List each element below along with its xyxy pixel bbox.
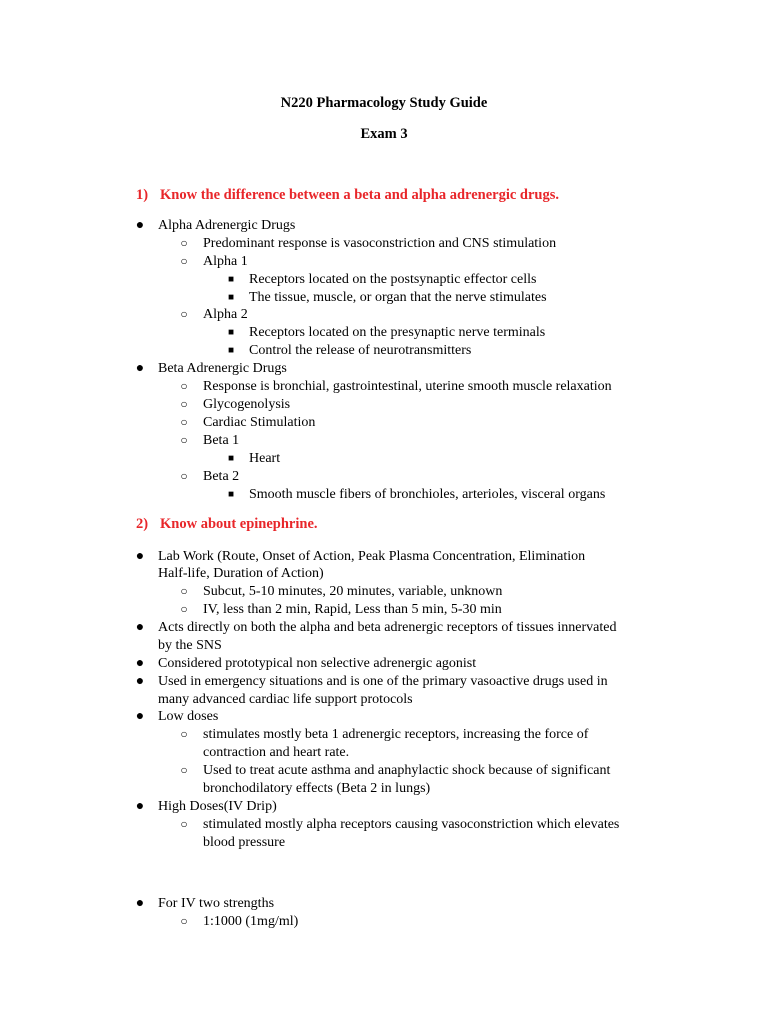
bullet-circle-icon: ○ <box>180 817 188 831</box>
bullet-circle-icon: ○ <box>180 763 188 777</box>
bullet-dot-icon: ● <box>135 674 145 689</box>
list-item: High Doses(IV Drip) <box>158 799 277 814</box>
bullet-square-icon: ■ <box>227 489 235 500</box>
bullet-square-icon: ■ <box>227 453 235 464</box>
list-item: Beta 1 <box>203 433 240 448</box>
section-heading-2 <box>136 516 318 533</box>
list-item: Considered prototypical non selective adrenergic agonist <box>158 656 477 671</box>
section-number: 2) <box>136 516 149 532</box>
list-item: IV, less than 2 min, Rapid, Less than 5 min, 5-30 min <box>203 602 502 617</box>
document-subtitle: Exam 3 <box>360 126 408 142</box>
bullet-dot-icon: ● <box>135 620 145 635</box>
list-item: Response is bronchial, gastrointestinal, uterine smooth muscle relaxation <box>203 379 612 394</box>
list-item-continued: contraction and heart rate. <box>203 745 350 760</box>
list-item-lab-work: Lab Work (Route, Onset of Action, Peak Plasma Concentration, Elimination <box>158 549 586 564</box>
bullet-circle-icon: ○ <box>180 254 188 268</box>
bullet-circle-icon: ○ <box>180 379 188 393</box>
bullet-circle-icon: ○ <box>180 584 188 598</box>
bullet-dot-icon: ● <box>135 218 145 233</box>
list-item: Cardiac Stimulation <box>203 415 316 430</box>
list-item-continued: Half-life, Duration of Action) <box>158 566 324 581</box>
bullet-circle-icon: ○ <box>180 397 188 411</box>
list-item: Glycogenolysis <box>203 397 291 412</box>
list-item: Alpha 1 <box>203 254 248 269</box>
bullet-square-icon: ■ <box>227 327 235 338</box>
list-item: Beta 2 <box>203 469 240 484</box>
bullet-square-icon: ■ <box>227 345 235 356</box>
section-number: 1) <box>136 187 149 203</box>
bullet-dot-icon: ● <box>135 549 145 564</box>
list-item: Used to treat acute asthma and anaphylactic shock because of significant <box>203 763 611 778</box>
bullet-circle-icon: ○ <box>180 602 188 616</box>
list-item: stimulates mostly beta 1 adrenergic receptors, increasing the force of <box>203 727 589 742</box>
bullet-square-icon: ■ <box>227 274 235 285</box>
bullet-circle-icon: ○ <box>180 433 188 447</box>
bullet-circle-icon: ○ <box>180 415 188 429</box>
list-item: Acts directly on both the alpha and beta adrenergic receptors of tissues innervated <box>158 620 617 635</box>
bullet-circle-icon: ○ <box>180 469 188 483</box>
list-item: Receptors located on the postsynaptic effector cells <box>249 272 537 287</box>
bullet-dot-icon: ● <box>135 896 145 911</box>
list-item: The tissue, muscle, or organ that the nerve stimulates <box>249 290 547 305</box>
list-item: Predominant response is vasoconstriction and CNS stimulation <box>203 236 557 251</box>
bullet-dot-icon: ● <box>135 656 145 671</box>
list-item-continued: blood pressure <box>203 835 286 850</box>
bullet-circle-icon: ○ <box>180 236 188 250</box>
list-item: Low doses <box>158 709 219 724</box>
list-item: Heart <box>249 451 281 466</box>
list-item-continued: by the SNS <box>158 638 222 653</box>
section-heading-text: Know about epinephrine. <box>160 516 318 532</box>
list-item-alpha-drugs: Alpha Adrenergic Drugs <box>158 218 296 233</box>
list-item-continued: many advanced cardiac life support protocols <box>158 692 413 707</box>
list-item: Subcut, 5-10 minutes, 20 minutes, variable, unknown <box>203 584 503 599</box>
bullet-square-icon: ■ <box>227 292 235 303</box>
list-item: For IV two strengths <box>158 896 275 911</box>
bullet-circle-icon: ○ <box>180 307 188 321</box>
list-item-beta-drugs: Beta Adrenergic Drugs <box>158 361 287 376</box>
bullet-circle-icon: ○ <box>180 914 188 928</box>
document-title: N220 Pharmacology Study Guide <box>280 95 488 111</box>
list-item: Alpha 2 <box>203 307 248 322</box>
list-item: 1:1000 (1mg/ml) <box>203 914 299 929</box>
list-item: Smooth muscle fibers of bronchioles, arterioles, visceral organs <box>249 487 606 502</box>
section-heading-text: Know the difference between a beta and alpha adrenergic drugs. <box>160 187 560 203</box>
list-item: Control the release of neurotransmitters <box>249 343 472 358</box>
bullet-dot-icon: ● <box>135 799 145 814</box>
bullet-circle-icon: ○ <box>180 727 188 741</box>
bullet-dot-icon: ● <box>135 709 145 724</box>
list-item-continued: bronchodilatory effects (Beta 2 in lungs) <box>203 781 431 796</box>
list-item: stimulated mostly alpha receptors causing vasoconstriction which elevates <box>203 817 620 832</box>
list-item: Used in emergency situations and is one of the primary vasoactive drugs used in <box>158 674 608 689</box>
bullet-dot-icon: ● <box>135 361 145 376</box>
list-item: Receptors located on the presynaptic nerve terminals <box>249 325 546 340</box>
section-heading-1 <box>136 187 559 204</box>
